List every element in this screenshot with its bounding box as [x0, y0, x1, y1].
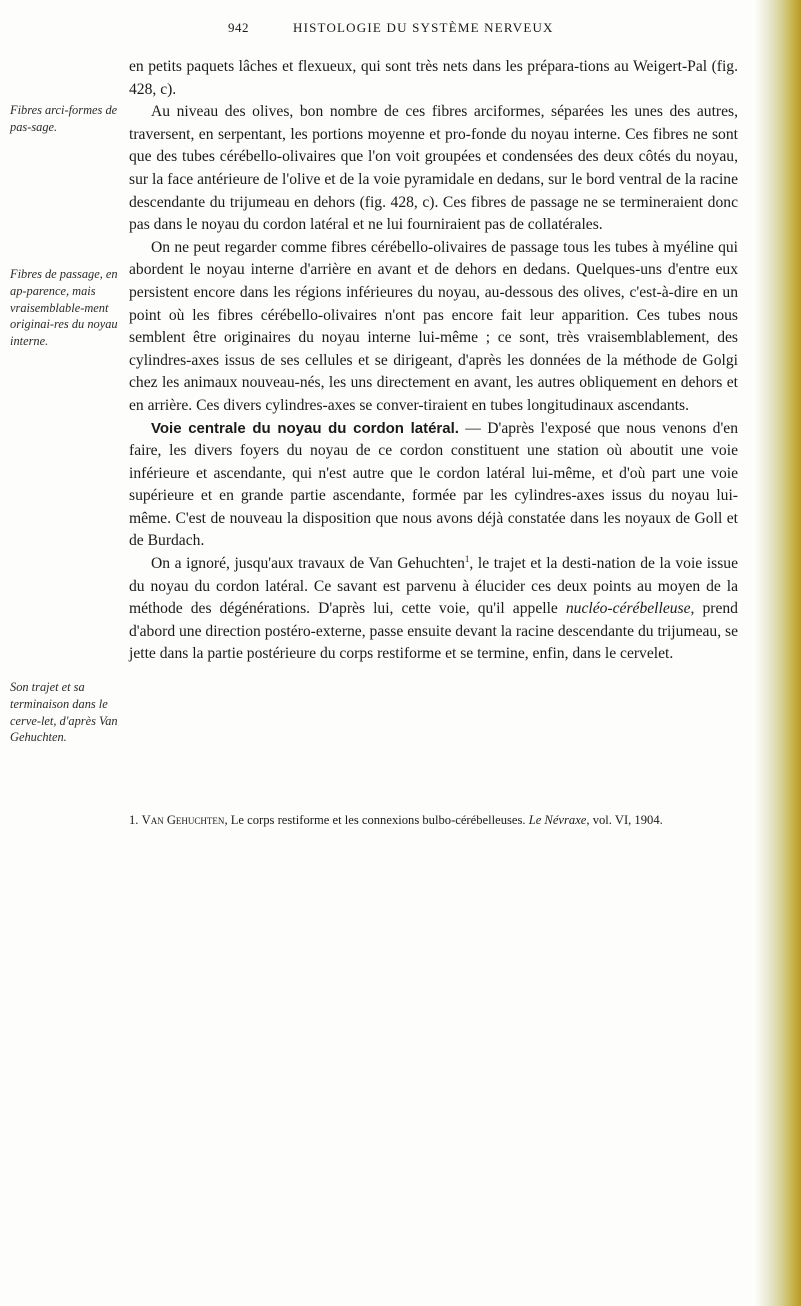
- footnote-title: , Le corps restiforme et les connexions bulbo-cérébelleuses.: [224, 813, 529, 827]
- section-heading: Voie centrale du noyau du cordon latéral.: [151, 419, 459, 437]
- main-text: [129, 56, 738, 666]
- section-text: — D'après l'exposé que nous venons d'en faire, les divers foyers du noyau de ce cordon constituent une station où aboutit une voie inférieure et ascendante, qui n'est autre que le cordon latéral lui-même, et d'où part une voie supérieure et en grande partie ascendante, formée par les cylindres-axes issus du noyau lui-même. C'est de nouveau la disposition que nous avons déjà constatée dans les noyaux de Goll et de Burdach.: [129, 419, 738, 550]
- running-head: HISTOLOGIE DU SYSTÈME NERVEUX: [293, 20, 554, 35]
- footnote-number: 1.: [129, 813, 142, 827]
- term-nucleo-cerebelleuse: nucléo-cérébelleuse: [565, 600, 691, 618]
- footnote: [129, 812, 738, 829]
- paragraph-myelin-tubes: On ne peut regarder comme fibres cérébello-olivaires de passage tous les tubes à myéline qui abordent le noyau interne d'arrière en avant et de dehors en dedans. Quelques-uns d'entre eux persistent encore dans les régions inférieures du noyau, au-dessous des olives, c'est-à-dire en un point où les fibres cérébello-olivaires n'ont pas encore fait leur apparition. Ces tubes nous semblent être originaires du noyau interne lui-même ; ce sont, très vraisemblablement, des cylindres-axes issus de ses cellules et se dirigeant, d'après les données de la méthode de Golgi chez les animaux nouveau-nés, les uns directement en avant, les autres obliquement en dehors et en arrière. Ces divers cylindres-axes se conver-tiraient en tubes longitudinaux ascendants.: [129, 238, 738, 414]
- paragraph-van-gehuchten: [129, 553, 738, 666]
- page-number: 942: [228, 20, 249, 35]
- margin-note-passage-fibres: Fibres de passage, en ap-parence, mais vraisemblable-ment originai-res du noyau interne.: [10, 267, 118, 349]
- paragraph-voie-centrale: [129, 418, 738, 554]
- text-segment: On a ignoré, jusqu'aux travaux de Van Gehuchten: [151, 555, 465, 573]
- footnote-ref: 1: [464, 553, 470, 564]
- margin-note-trajet: Son trajet et sa terminaison dans le cerve-let, d'après Van Gehuchten.: [10, 680, 118, 745]
- margin-note-arciform-fibres: Fibres arci-formes de pas-sage.: [10, 103, 118, 134]
- paragraph-olives: Au niveau des olives, bon nombre de ces fibres arciformes, séparées les unes des autres, traversent, en serpentant, les portions moyenne et pro-fonde du noyau interne. Ces fibres ne sont que des tubes cérébello-olivaires que l'on voit groupées et condensées des deux côtés du noyau, sur la face antérieure de l'olive et de la voie pyramidale en dedans, sur le bord ventral de la racine descendante du trijumeau en dehors (fig. 428, c). Ces fibres de passage ne se termineraient donc pas dans le noyau du cordon latéral et ne lui fourniraient pas de collatérales.: [129, 103, 738, 234]
- page-binding-edge: [755, 0, 801, 1306]
- paragraph-continuation: en petits paquets lâches et flexueux, qui sont très nets dans les prépara-tions au Weigert-Pal (fig. 428, c).: [129, 58, 738, 98]
- footnote-author: Van Gehuchten: [141, 813, 225, 827]
- footnote-journal: Le Névraxe: [528, 813, 587, 827]
- text-segment: , le trajet et la desti-nation de la voie issue du noyau du cordon latéral. Ce savant est parvenu à élucider ces deux points au moyen de la méthode des dégénérations. D'après lui, cette voie, qu'il appelle: [129, 555, 738, 618]
- text-segment: , prend d'abord une direction postéro-externe, passe ensuite devant la racine descendante du trijumeau, se jette dans la partie postérieure du corps restiforme et se termine, enfin, dans le cervelet.: [129, 600, 738, 663]
- page-header: [0, 20, 801, 42]
- footnote-volume: , vol. VI, 1904.: [586, 813, 663, 827]
